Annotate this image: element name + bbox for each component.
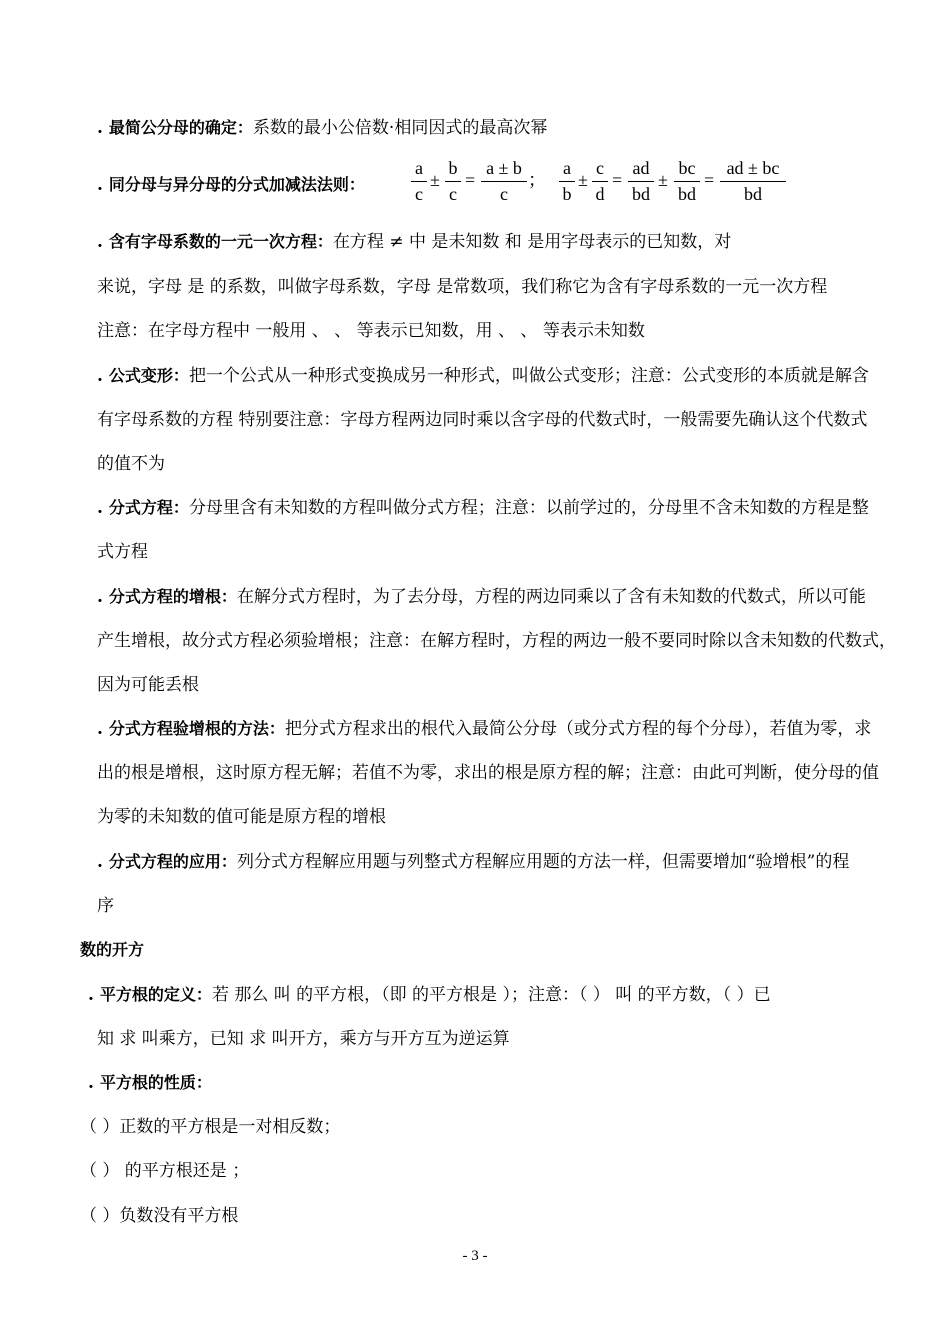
property-item: （ ） 的平方根还是 ； [80, 1161, 250, 1181]
numerator: ad [632, 158, 650, 178]
item-continuation: 来说，字母 是 的系数，叫做字母系数，字母 是常数项，我们称它为含有字母系数的一元一次方程 [97, 277, 828, 297]
item-text: 把一个公式从一种形式变换成另一种形式，叫做公式变形；注意：公式变形的本质就是解含 [188, 366, 869, 386]
fraction [445, 158, 461, 204]
denominator: bd [678, 184, 696, 204]
item-bullet: . [97, 498, 103, 518]
item-check-root-method [97, 718, 871, 740]
separator: ； [528, 170, 546, 190]
item-continuation: 有字母系数的方程 特别要注意：字母方程两边同时乘以含字母的代数式时，一般需要先确认这个代数式 [97, 410, 868, 430]
operator: = [465, 170, 476, 190]
item-title: 平方根的性质： [99, 1073, 212, 1092]
item-title: 分式方程的应用： [108, 852, 237, 871]
item-title: 平方根的定义： [99, 985, 212, 1004]
property-item: （ ）正数的平方根是一对相反数； [80, 1117, 341, 1137]
operator: ± [658, 170, 668, 190]
item-continuation: 因为可能丢根 [97, 675, 199, 695]
item-formula-transform [97, 365, 869, 387]
denominator: c [500, 184, 508, 204]
item-lcd [97, 117, 547, 139]
numerator: bc [678, 158, 696, 178]
item-add-sub-rule [97, 174, 365, 196]
item-bullet: . [97, 852, 103, 872]
item-extraneous-root [97, 586, 866, 608]
item-continuation: 知 求 叫乘方，已知 求 叫开方，乘方与开方互为逆运算 [97, 1029, 510, 1049]
item-text: 若 那么 叫 的平方根，（即 的平方根是 ）；注意：（ ） 叫 的平方数，（ ）已 [211, 985, 771, 1005]
item-fractional-equation [97, 497, 869, 519]
item-text: 系数的最小公倍数·相同因式的最高次幂 [252, 118, 548, 138]
item-title: 分式方程验增根的方法： [108, 719, 285, 738]
item-bullet: . [88, 985, 94, 1005]
operator: = [704, 170, 715, 190]
item-title: 同分母与异分母的分式加减法法则： [108, 175, 365, 194]
operator: = [612, 170, 623, 190]
denominator: bd [632, 184, 650, 204]
numerator: a ± b [486, 158, 522, 178]
fraction [628, 158, 654, 204]
item-continuation: 序 [97, 896, 114, 916]
denominator: c [449, 184, 457, 204]
fraction [674, 158, 700, 204]
fraction [411, 158, 427, 204]
page-number: - 3 - [462, 1248, 488, 1264]
item-title: 最简公分母的确定： [108, 118, 253, 137]
numerator: c [596, 158, 604, 178]
item-title: 公式变形： [108, 366, 189, 385]
section-heading: 数的开方 [80, 940, 145, 959]
item-title: 分式方程的增根： [108, 587, 237, 606]
operator: ± [430, 170, 440, 190]
numerator: a [563, 158, 571, 178]
property-item: （ ）负数没有平方根 [80, 1206, 239, 1226]
item-square-root-properties [88, 1072, 212, 1094]
item-text: 在解分式方程时，为了去分母，方程的两边同乘以了含有未知数的代数式，所以可能 [236, 587, 866, 607]
fraction [481, 158, 527, 204]
numerator: ad ± bc [726, 158, 780, 178]
numerator: a [415, 158, 423, 178]
item-bullet: . [97, 719, 103, 739]
item-bullet: . [97, 232, 103, 252]
item-continuation: 注意：在字母方程中 一般用 、 、 等表示已知数，用 、 、 等表示未知数 [97, 321, 645, 341]
fraction [559, 158, 575, 204]
item-literal-equation [97, 231, 731, 253]
item-continuation: 出的根是增根，这时原方程无解；若值不为零，求出的根是原方程的解；注意：由此可判断，使分母的值 [97, 763, 879, 783]
item-title: 分式方程： [108, 498, 189, 517]
operator: ± [578, 170, 588, 190]
item-continuation: 的值不为 [97, 454, 165, 474]
numerator: b [448, 158, 458, 178]
item-bullet: . [97, 366, 103, 386]
item-text: 把分式方程求出的根代入最简公分母（或分式方程的每个分母），若值为零，求 [284, 719, 872, 739]
item-bullet: . [97, 587, 103, 607]
item-text: 分母里含有未知数的方程叫做分式方程；注意：以前学过的，分母里不含未知数的方程是整 [188, 498, 869, 518]
item-continuation: 产生增根，故分式方程必须验增根；注意：在解方程时，方程的两边一般不要同时除以含未知数的代数式， [97, 631, 896, 651]
denominator: d [595, 184, 605, 204]
item-title: 含有字母系数的一元一次方程： [108, 232, 333, 251]
denominator: c [415, 184, 423, 204]
denominator: b [562, 184, 572, 204]
item-continuation: 式方程 [97, 542, 148, 562]
item-application [97, 851, 849, 873]
item-text: 在方程 ≠ 中 是未知数 和 是用字母表示的已知数，对 [332, 232, 732, 252]
fraction [720, 158, 786, 204]
denominator: bd [744, 184, 762, 204]
item-text: 列分式方程解应用题与列整式方程解应用题的方法一样，但需要增加“验增根”的程 [236, 852, 850, 872]
item-square-root-definition [88, 984, 771, 1006]
item-bullet: . [88, 1073, 94, 1093]
item-continuation: 为零的未知数的值可能是原方程的增根 [97, 807, 386, 827]
fraction [592, 158, 608, 204]
item-bullet: . [97, 118, 103, 138]
item-bullet: . [97, 175, 103, 195]
